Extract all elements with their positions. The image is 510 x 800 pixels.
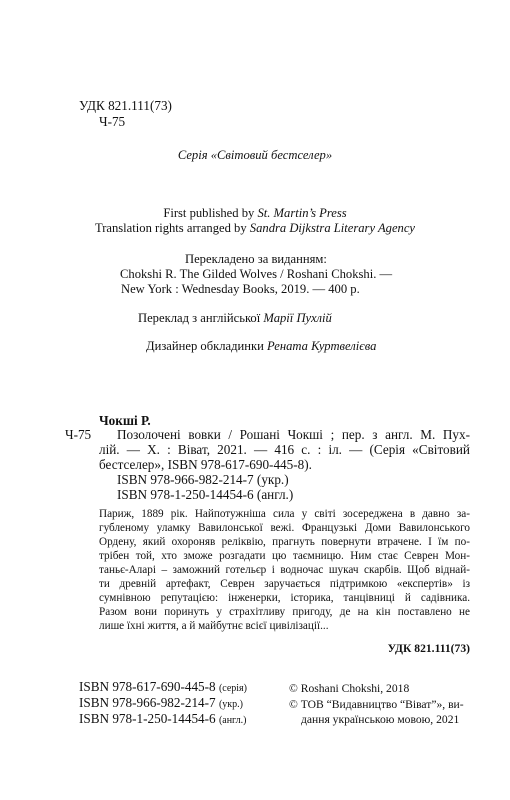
isbn-note: (англ.) bbox=[218, 715, 247, 726]
catalog-line-3: бестселер», ISBN 978-617-690-445-8). bbox=[99, 457, 312, 472]
designer-prefix: Дизайнер обкладинки bbox=[146, 339, 267, 353]
designer-line bbox=[146, 339, 376, 355]
annotation-line-2: губленому уламку Вавилонської вежі. Французькі Доми Вавилонського bbox=[99, 522, 470, 534]
annotation-line-4: трібен той, хто зможе розгадати цю таємницю. Ним стає Севрен Мон- bbox=[99, 550, 470, 562]
udk-code-bottom: УДК 821.111(73) bbox=[387, 642, 470, 655]
catalog-mark: Ч-75 bbox=[65, 427, 92, 442]
translator-line bbox=[138, 311, 332, 327]
original-line-1: Chokshi R. The Gilded Wolves / Roshani Chokshi. — bbox=[120, 267, 393, 281]
annotation-line-8: Разом вони поринуть у страхітливу пригоду, де на кін поставлено не bbox=[99, 606, 470, 618]
copyright-author: © Roshani Chokshi, 2018 bbox=[289, 682, 410, 695]
isbn-eng bbox=[79, 711, 246, 729]
original-line-2: New York : Wednesday Books, 2019. — 400 p. bbox=[121, 282, 360, 296]
annotation-line-7: сумнівною репутацією: інженерки, історика, танцівниці й садівника. bbox=[99, 592, 470, 604]
catalog-line-2: лій. — Х. : Віват, 2021. — 416 с. : іл. — (Серія «Світовий bbox=[99, 442, 470, 457]
translator-name: Марії Пухлій bbox=[263, 311, 332, 325]
udk-code: УДК 821.111(73) bbox=[79, 98, 172, 113]
annotation-line-6: ти древній артефакт, Севрен заручається підтримкою «експертів» із bbox=[99, 578, 470, 590]
series-title: Серія «Світовий бестселер» bbox=[177, 148, 333, 162]
translation-rights bbox=[0, 221, 510, 237]
copyright-publisher-1: © ТОВ “Видавництво “Віват”», ви- bbox=[289, 698, 464, 711]
designer-name: Рената Куртвелієва bbox=[267, 339, 377, 353]
annotation-line-5: таньє-Аларі – заможний готельєр і водночас шукач скарбів. Щоб віднай- bbox=[99, 564, 470, 576]
translator-prefix: Переклад з англійської bbox=[138, 311, 264, 325]
original-label: Перекладено за виданням: bbox=[185, 252, 327, 266]
first-published-prefix: First published by bbox=[163, 206, 258, 220]
author-mark: Ч-75 bbox=[99, 114, 126, 129]
catalog-isbn-ukr: ISBN 978-966-982-214-7 (укр.) bbox=[117, 472, 289, 487]
isbn-number: ISBN 978-966-982-214-7 bbox=[79, 695, 216, 710]
annotation-line-9: лише їхні життя, а й майбутнє всієї цивілізації... bbox=[99, 620, 329, 632]
first-published-publisher: St. Martin’s Press bbox=[257, 206, 347, 220]
translation-rights-agency: Sandra Dijkstra Literary Agency bbox=[249, 221, 416, 235]
copyright-publisher-2: дання українською мовою, 2021 bbox=[301, 713, 460, 726]
catalog-isbn-eng: ISBN 978-1-250-14454-6 (англ.) bbox=[117, 487, 294, 502]
isbn-number: ISBN 978-1-250-14454-6 bbox=[79, 711, 216, 726]
catalog-author: Чокші Р. bbox=[99, 413, 151, 428]
isbn-note: (серія) bbox=[218, 683, 247, 694]
annotation-line-1: Париж, 1889 рік. Найпотужніша сила у світі зосереджена в давно за- bbox=[99, 508, 470, 520]
isbn-note: (укр.) bbox=[218, 699, 243, 710]
catalog-line-1: Позолочені вовки / Рошані Чокші ; пер. з англ. М. Пух- bbox=[117, 427, 470, 442]
first-published bbox=[0, 206, 510, 222]
annotation-line-3: Ордену, який охороняв реліквію, прагнуть повернути втрачене. І їм по- bbox=[99, 536, 470, 548]
translation-rights-prefix: Translation rights arranged by bbox=[94, 221, 250, 235]
isbn-number: ISBN 978-617-690-445-8 bbox=[79, 679, 216, 694]
